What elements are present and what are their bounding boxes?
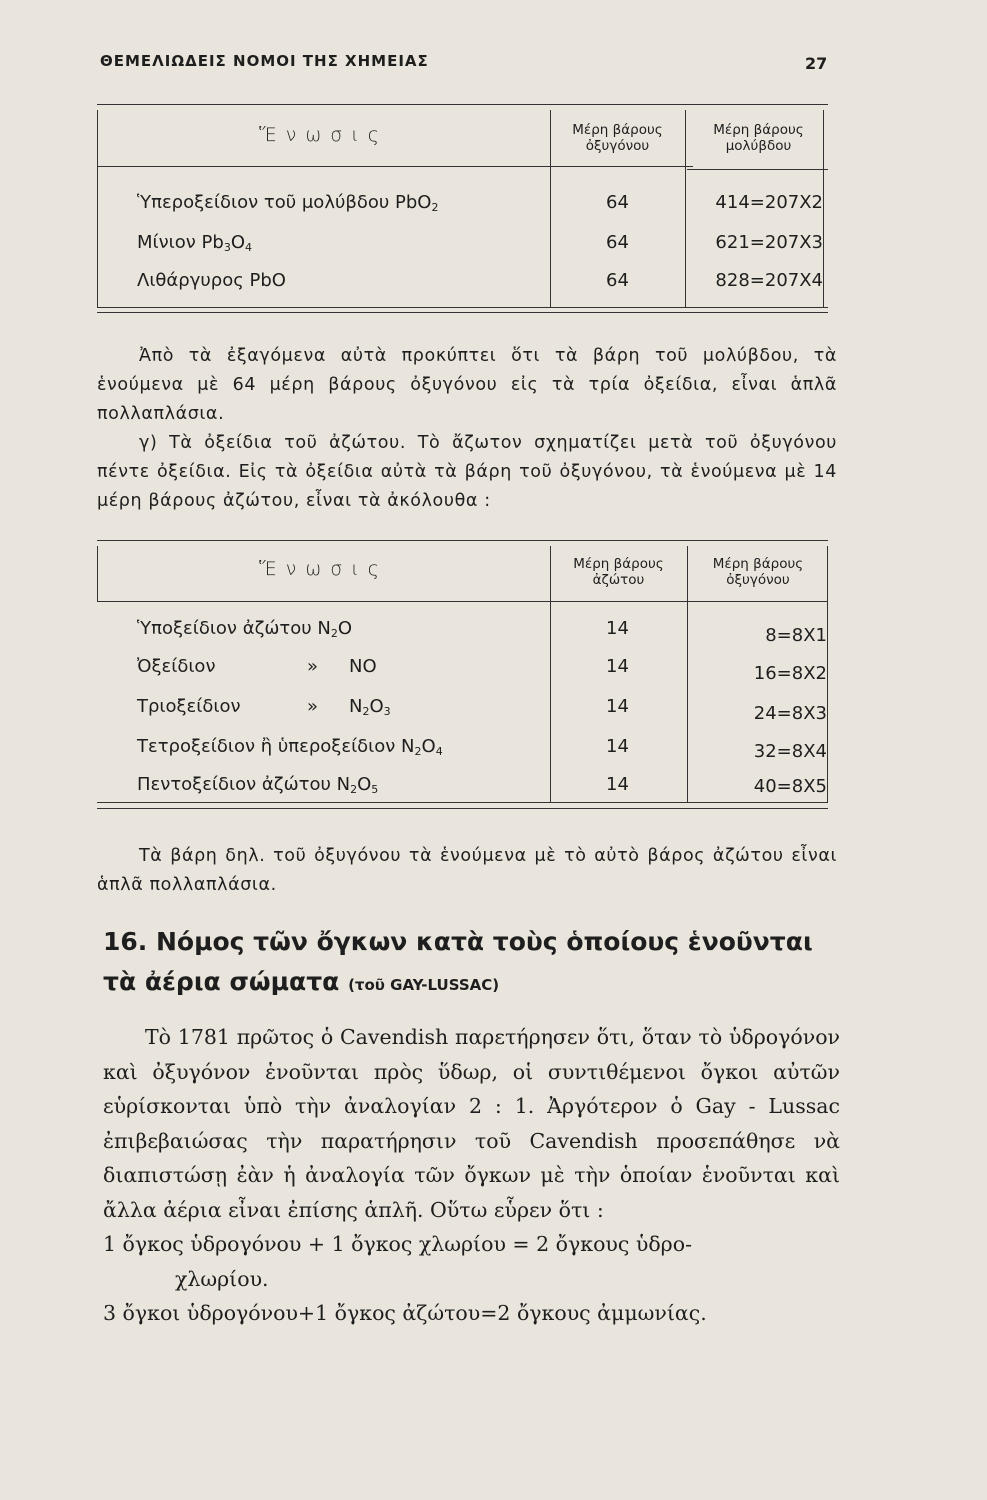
nitrogen-oxides-table: Ἕνωσις Μέρη βάρους ἀζώτου Μέρη βάρους ὀξυγόνου Ὑποξείδιον ἀζώτου $N_2O$ 14 8=8X1 Ὀξείδιον » NO 14 16=8X2 Τριοξείδιον » $N_2O_3$ 14 24=8X3 Τετροξείδιον ἢ ὑπεροξείδιον $N_2O_4$ 14 32=8X4 Πεντοξείδιον ἀζώτου $N_2O_5$ 14 40=8X5 xyxy=(97,540,828,810)
table1-header-lead: Μέρη βάρους μολύβδου xyxy=(713,122,804,154)
paragraph: γ) Τὰ ὀξείδια τοῦ ἀζώτου. Τὸ ἄζωτον σχηματίζει μετὰ τοῦ ὀξυγόνου πέντε ὀξείδια. Εἰς τὰ ὀξείδια αὐτὰ τὰ βάρη τοῦ ὀξυγόνου, τὰ ἑνούμενα μὲ 14 μέρη βάρους ἀζώτου, εἶναι τὰ ἀκόλουθα : xyxy=(97,433,837,511)
table2-header-oxygen: Μέρη βάρους ὀξυγόνου xyxy=(712,556,804,588)
equation-line: 1 ὄγκος ὑδρογόνου + 1 ὄγκος χλωρίου = 2 ὄγκους ὑδρο- xyxy=(103,1232,693,1256)
equation-line: χλωρίου. xyxy=(175,1266,269,1291)
table1-header-oxygen: Μέρη βάρους ὀξυγόνου xyxy=(572,122,663,154)
equation-line: 3 ὄγκοι ὑδρογόνου+1 ὄγκος ἀζώτου=2 ὄγκους ἀμμωνίας. xyxy=(103,1301,707,1325)
lead-oxides-table: Ἕνωσις Μέρη βάρους ὀξυγόνου Μέρη βάρους μολύβδου Ὑπεροξείδιον τοῦ μολύβδου PbO$_2$ 64 414=207X2 Μίνιον $Pb_3O_4$ 64 621=207X3 Λιθάργυρος PbO 64 828=207X4 xyxy=(97,104,828,316)
page-number: 27 xyxy=(805,54,828,73)
section-body xyxy=(103,1020,840,1331)
paragraph: Ἀπὸ τὰ ἐξαγόμενα αὐτὰ προκύπτει ὅτι τὰ βάρη τοῦ μολύβδου, τὰ ἑνούμενα μὲ 64 μέρη βάρους ὀξυγόνου εἰς τὰ τρία ὀξείδια, εἶναι ἁπλᾶ πολλαπλάσια. xyxy=(97,346,837,424)
paragraph: Τὰ βάρη δηλ. τοῦ ὀξυγόνου τὰ ἑνούμενα μὲ τὸ αὐτὸ βάρος ἀζώτου εἶναι ἁπλᾶ πολλαπλάσια. xyxy=(97,846,837,895)
text-block-lead xyxy=(97,342,837,516)
table2-header-compound: Ἕνωσις xyxy=(259,558,388,580)
paragraph: Τὸ 1781 πρῶτος ὁ Cavendish παρετήρησεν ὅτι, ὅταν τὸ ὑδρογόνον καὶ ὀξυγόνον ἑνοῦνται πρὸς ὕδωρ, οἱ συντιθέμενοι ὄγκοι αὐτῶν εὑρίσκονται ὑπὸ τὴν ἀναλογίαν 2 : 1. Ἀργότερον ὁ Gay - Lussac ἐπιβεβαιώσας τὴν παρατήρησιν τοῦ Cavendish προσεπάθησε νὰ διαπιστώσῃ ἐὰν ἡ ἀναλογία τῶν ὄγκων μὲ τὴν ὁποίαν ἑνοῦνται καὶ ἄλλα ἀέρια εἶναι ἐπίσης ἁπλῆ. Οὕτω εὗρεν ὅτι : xyxy=(103,1025,840,1222)
section-heading: 16. Νόμος τῶν ὄγκων κατὰ τοὺς ὁποίους ἑνοῦνται τὰ ἀέρια σώματα (τοῦ GAY-LUSSAC) xyxy=(103,927,813,996)
table2-header-nitrogen: Μέρη βάρους ἀζώτου xyxy=(573,556,664,588)
text-block-nitrogen xyxy=(97,842,837,900)
table1-header-compound: Ἕνωσις xyxy=(259,124,388,146)
running-title: ΘΕΜΕΛΙΩΔΕΙΣ ΝΟΜΟΙ ΤΗΣ ΧΗΜΕΙΑΣ xyxy=(100,52,429,70)
